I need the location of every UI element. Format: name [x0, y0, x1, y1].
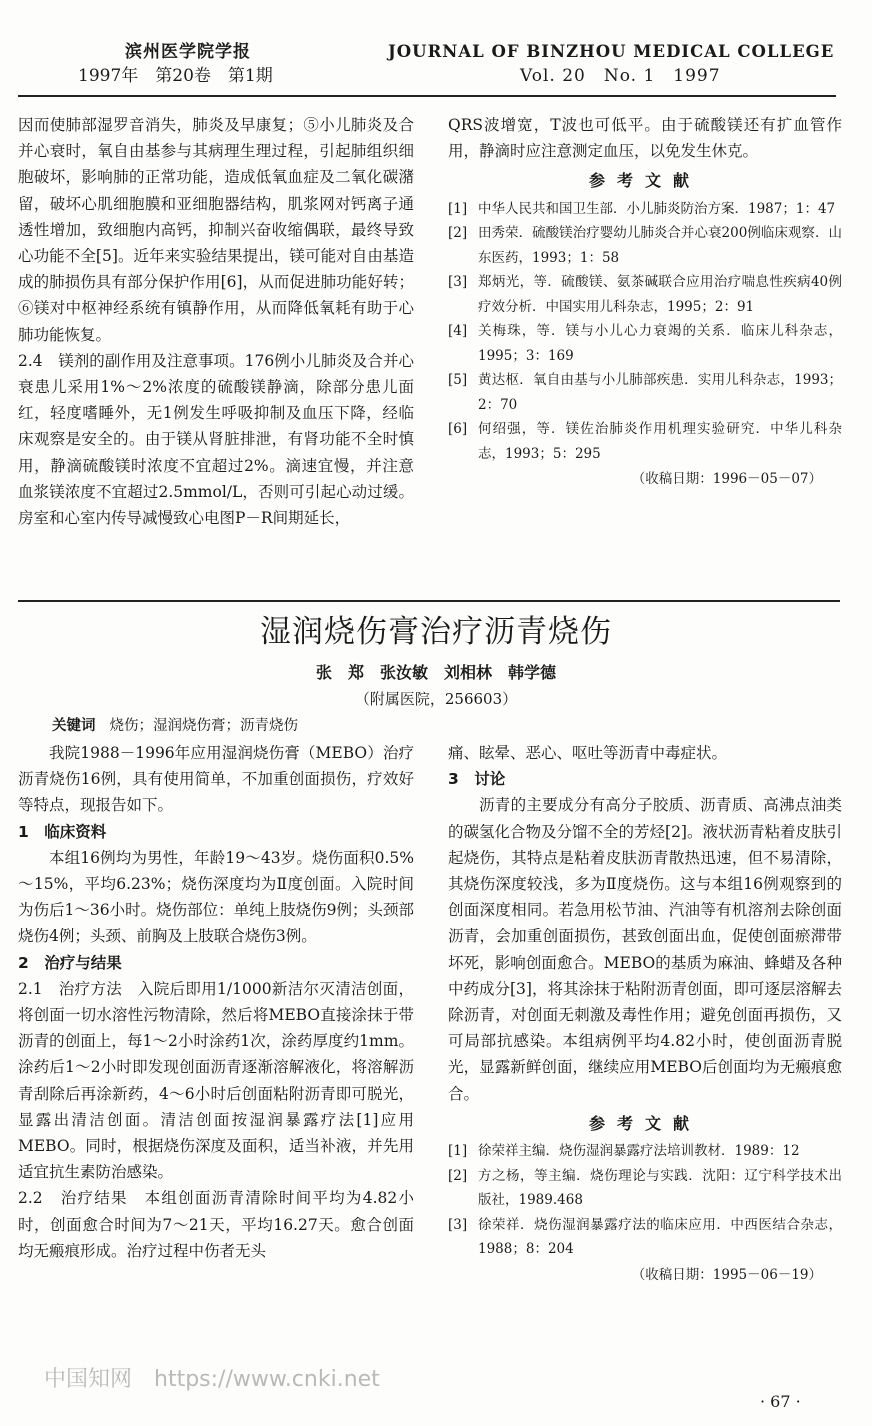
article-left-column	[18, 740, 414, 1264]
article-separator	[18, 600, 840, 602]
article-title: 湿润烧伤膏治疗沥青烧伤	[260, 614, 612, 650]
reference-item: [6] 何绍强，等．镁佐治肺炎作用机理实验研究．中华儿科杂志，1993；5：295	[448, 421, 842, 462]
cnki-watermark: 中国知网 https://www.cnki.net	[44, 1367, 380, 1392]
journal-name-en: JOURNAL OF BINZHOU MEDICAL COLLEGE	[388, 42, 835, 61]
paragraph: QRS波增宽，T波也可低平。由于硫酸镁还有扩血管作用，静滴时应注意测定血压，以免发生休克。	[448, 116, 842, 161]
reference-item: [1] 徐荣祥主编．烧伤湿润暴露疗法培训教材．1989：12	[448, 1143, 800, 1160]
reference-item: [3] 郑炳光，等．硫酸镁、氨茶碱联合应用治疗喘息性疾病40例疗效分析．中国实用儿科杂志，1995；2：91	[448, 274, 842, 315]
received-date: （收稿日期：1996－05－07）	[631, 471, 822, 488]
issue-cn: 1997年 第20卷 第1期	[78, 66, 273, 86]
article-right-column	[448, 740, 842, 1288]
header-rule	[18, 95, 836, 97]
paragraph: 2.4 镁剂的副作用及注意事项。176例小儿肺炎及合并心衰患儿采用1%～2%浓度的硫酸镁静滴，除部分患儿面红，轻度嗜睡外，无1例发生呼吸抑制及血压下降，经临床观察是安全的。由于镁从肾脏排泄，有肾功能不全时慎用，静滴硫酸镁时浓度不宜超过2%。滴速宜慢，并注意血浆镁浓度不宜超过2.5mmol/L，否则可引起心动过缓。房室和心室内传导减慢致心电图P－R间期延长，	[18, 351, 414, 528]
paragraph: 沥青的主要成分有高分子胶质、沥青质、高沸点油类的碳氢化合物及分馏不全的芳烃[2]。液状沥青粘着皮肤引起烧伤，其特点是粘着皮肤沥青散热迅速，但不易清除，其烧伤深度较浅，多为Ⅱ度烧伤。这与本组16例观察到的创面深度相同。若急用松节油、汽油等有机溶剂去除创面沥青，会加重创面损伤，甚致创面出血，促使创面瘀滞带坏死，影响创面愈合。MEBO的基质为麻油、蜂蜡及各种中药成分[3]，将其涂抹于粘附沥青创面，即可逐层溶解去除沥青，对创面无刺激及毒性作用；避免创面再损伤，又可局部抗感染。本组病例平均4.82小时，使创面沥青脱光，显露新鲜创面，继续应用MEBO后创面均为无瘢痕愈合。	[448, 796, 842, 1103]
references-title: 参考文献	[588, 1113, 701, 1133]
paragraph: 我院1988－1996年应用湿润烧伤膏（MEBO）治疗沥青烧伤16例，具有使用简单，不加重创面损伤，疗效好等特点，现报告如下。	[18, 744, 414, 815]
prev-article-left-column	[18, 112, 414, 531]
article-authors: 张 郑 张汝敏 刘相林 韩学德	[315, 663, 556, 682]
running-header	[0, 40, 872, 90]
reference-list	[448, 197, 842, 467]
keywords-text: 烧伤；湿润烧伤膏；沥青烧伤	[109, 718, 298, 734]
reference-item: [3] 徐荣祥．烧伤湿润暴露疗法的临床应用．中西医结合杂志，1988；8：204	[448, 1216, 842, 1258]
reference-list	[448, 1139, 842, 1262]
paragraph: 因而使肺部湿罗音消失，肺炎及早康复；⑤小儿肺炎及合并心衰时，氧自由基参与其病理生理过程，引起肺组织细胞破坏，影响肺的正常功能，造成低氧血症及二氧化碳潴留，破坏心肌细胞膜和亚细胞器结构，肌浆网对钙离子通透性增加，致细胞内高钙，抑制兴奋收缩偶联，最终导致心功能不全[5]。近年来实验结果提出，镁可能对自由基造成的肺损伤具有部分保护作用[6]，从而促进肺功能好转；⑥镁对中枢神经系统有镇静作用，从而降低氧耗有助于心肺功能恢复。	[18, 116, 414, 344]
journal-name-cn: 滨州医学院学报	[125, 42, 251, 62]
reference-item: [2] 田秀荣．硫酸镁治疗婴幼儿肺炎合并心衰200例临床观察．山东医药，1993；1：58	[448, 225, 842, 266]
section-heading: 1 临床资料	[18, 822, 107, 841]
keywords-label: 关键词	[52, 718, 96, 734]
reference-item: [4] 关梅珠，等．镁与小儿心力衰竭的关系．临床儿科杂志，1995；3：169	[448, 323, 842, 364]
keywords	[52, 714, 298, 735]
reference-item: [2] 方之杨，等主编．烧伤理论与实践．沈阳：辽宁科学技术出版社，1989.468	[448, 1167, 842, 1209]
references-title: 参考文献	[588, 171, 701, 191]
section-heading: 3 讨论	[448, 770, 506, 789]
page-number: · 67 ·	[760, 1392, 801, 1411]
prev-article-right-column	[448, 112, 842, 492]
paragraph: 2.2 治疗结果 本组创面沥青清除时间平均为4.82小时，创面愈合时间为7～21天，平均16.27天。愈合创面均无瘢痕形成。治疗过程中伤者无头	[18, 1189, 414, 1260]
reference-item: [5] 黄达枢．氧自由基与小儿肺部疾患．实用儿科杂志，1993；2：70	[448, 372, 842, 413]
paragraph: 痛、眩晕、恶心、呕吐等沥青中毒症状。	[448, 744, 728, 762]
paragraph: 2.1 治疗方法 入院后即用1/1000新洁尔灭清洁创面，将创面一切水溶性污物清除，然后将MEBO直接涂抹于带沥青的创面上，每1～2小时涂药1次，涂药厚度约1mm。涂药后1～2小时即发现创面沥青逐渐溶解液化，将溶解沥青刮除后再涂新药，4～6小时后创面粘附沥青即可脱光，显露出清洁创面。清洁创面按湿润暴露疗法[1]应用MEBO。同时，根据烧伤深度及面积，适当补液，并先用适宜抗生素防治感染。	[18, 979, 414, 1182]
paragraph: 本组16例均为男性，年龄19～43岁。烧伤面积0.5%～15%，平均6.23%；烧伤深度均为Ⅱ度创面。入院时间为伤后1～36小时。烧伤部位：单纯上肢烧伤9例；头颈部烧伤4例；头颈、前胸及上肢联合烧伤3例。	[18, 848, 414, 946]
article-affiliation: （附属医院，256603）	[354, 690, 518, 708]
reference-item: [1] 中华人民共和国卫生部．小儿肺炎防治方案．1987；1：47	[448, 200, 836, 217]
received-date: （收稿日期：1995－06－19）	[631, 1266, 822, 1283]
section-heading: 2 治疗与结果	[18, 953, 122, 972]
issue-en: Vol. 20 No. 1 1997	[520, 66, 721, 86]
